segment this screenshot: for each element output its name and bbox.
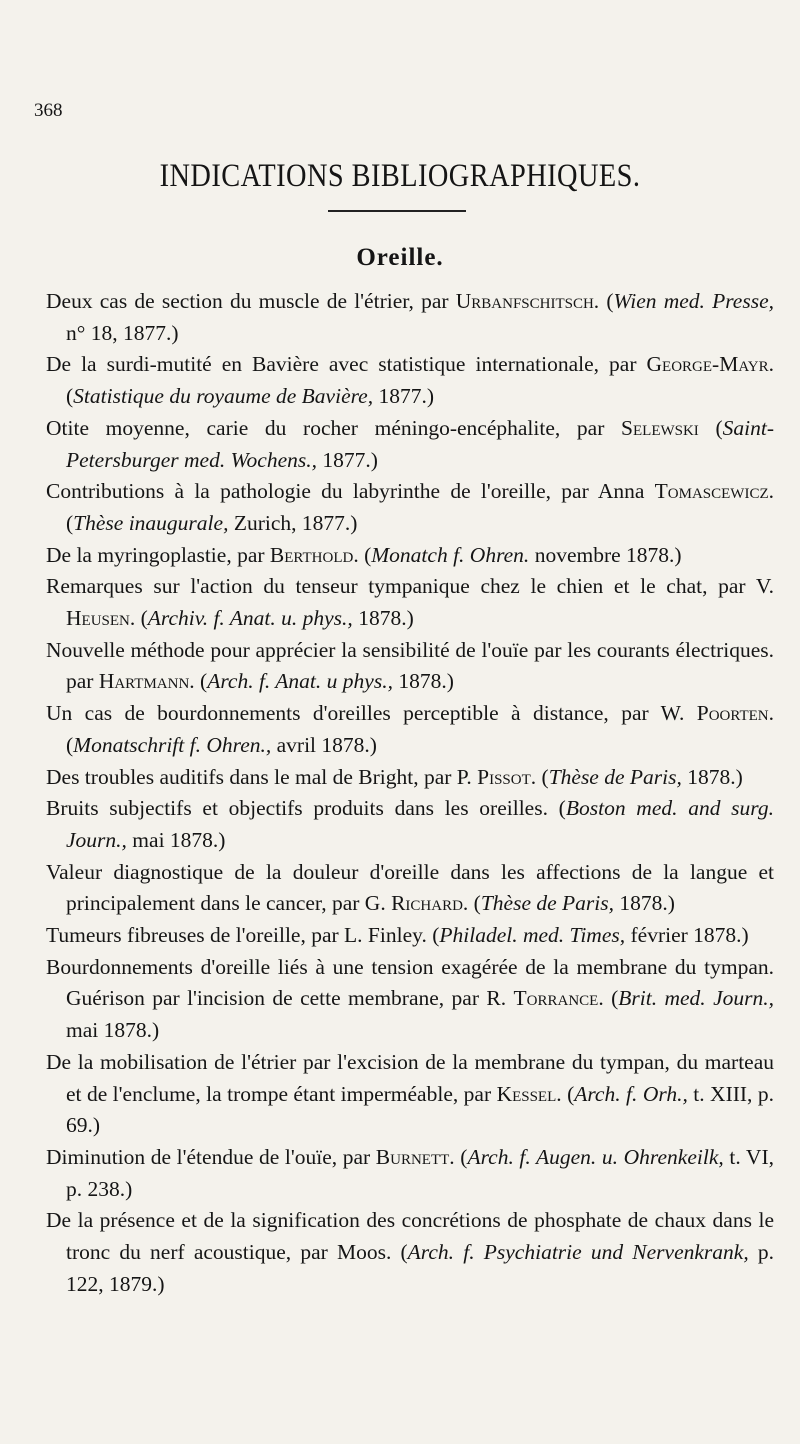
bibliography-entry (46, 349, 774, 412)
entry-source: Arch. f. Anat. u phys., (207, 669, 393, 694)
entry-text: Bruits subjectifs et objectifs produits dans les oreilles. ( (46, 796, 566, 821)
bibliography-entry (46, 1142, 774, 1205)
entry-details: 1878.) (614, 891, 675, 916)
entry-author: Selewski (621, 415, 699, 440)
entry-details: Zurich, 1877.) (228, 510, 358, 535)
entry-separator: ( (561, 1081, 575, 1106)
entry-text: Des troubles auditifs dans le mal de Bright, par P. (46, 764, 478, 789)
entry-author: Kessel. (496, 1081, 562, 1106)
entry-author: Berthold. (269, 542, 359, 567)
entry-source: Arch. f. Psychiatrie und Nervenkrank, (407, 1240, 749, 1265)
entry-separator: ( (698, 415, 723, 440)
entry-source: Wien med. Presse, (613, 289, 774, 313)
entry-author: Burnett. (375, 1144, 455, 1169)
entry-separator: ( (135, 606, 148, 631)
entry-text: Deux cas de section du muscle de l'étrier, par (46, 289, 456, 313)
entry-source: Thèse de Paris, (480, 891, 615, 916)
entry-details: mai 1878.) (66, 1018, 160, 1043)
bibliography-entry (46, 1047, 774, 1142)
entry-text: Tumeurs fibreuses de l'oreille, par L. Finley. ( (46, 923, 440, 948)
entry-separator: ( (66, 384, 74, 409)
entry-details: mai 1878.) (126, 827, 226, 852)
entry-details: p. 122, 1879.) (66, 1240, 775, 1296)
entry-text: De la mobilisation de l'étrier par l'excision de la membrane du tympan, du marteau et de l'enclume, la trompe étant imperméable, par (46, 1049, 774, 1106)
entry-separator: ( (358, 542, 372, 567)
entry-source: Boston med. and surg. Journ., (66, 796, 774, 852)
entry-separator: ( (603, 986, 619, 1011)
page-title: INDICATIONS BIBLIOGRAPHIQUES. (159, 158, 641, 194)
entry-author: George-Mayr. (646, 352, 774, 377)
bibliography-entry (46, 857, 774, 920)
entry-source: Thèse de Paris, (548, 764, 682, 789)
entry-author: Poorten. (696, 701, 774, 726)
entry-text: De la présence et de la signification des concrétions de phosphate de chaux dans le tronc du nerf acoustique, par Moos. ( (46, 1208, 774, 1265)
entry-author: Heusen. (66, 606, 136, 631)
entry-text: De la surdi-mutité en Bavière avec statistique internationale, par (46, 352, 647, 377)
entry-details: 1877.) (317, 447, 378, 472)
entry-details: novembre 1878.) (529, 542, 682, 567)
bibliography-entry (46, 793, 774, 856)
entry-separator: ( (468, 891, 481, 916)
bibliography-entry (46, 952, 774, 1047)
entry-author: Urbanfschitsch. (455, 289, 600, 313)
bibliography-entry (46, 286, 774, 349)
entry-source: Brit. med. Journ., (618, 986, 774, 1011)
entry-text: Bourdonnements d'oreille liés à une tension exagérée de la membrane du tympan. Guérison par l'incision de cette membrane, par R. (46, 954, 774, 1011)
entry-source: Monatschrift f. Ohren., (73, 732, 272, 757)
entry-details: 1877.) (373, 384, 435, 409)
entry-source: Monatch f. Ohren. (371, 542, 530, 567)
entry-source: Statistique du royaume de Bavière, (73, 384, 374, 409)
entry-source: Archiv. f. Anat. u. phys., (147, 606, 353, 631)
entry-details: n° 18, 1877.) (66, 320, 179, 345)
bibliography-entry (46, 571, 774, 634)
entry-text: Otite moyenne, carie du rocher méningo-encéphalite, par (46, 415, 622, 440)
entry-source: Arch. f. Orh., (574, 1081, 688, 1106)
entry-separator: ( (66, 732, 74, 757)
entry-details: t. VI, p. 238.) (66, 1144, 774, 1201)
entry-details: 1878.) (681, 764, 743, 789)
entry-separator: ( (454, 1144, 468, 1169)
entry-author: Richard. (391, 891, 469, 916)
section-heading: Oreille. (356, 244, 444, 271)
entry-source: Saint-Petersburger med. Wochens., (66, 415, 774, 472)
entry-author: Torrance. (513, 986, 604, 1011)
bibliography-entry (46, 635, 774, 698)
entry-text: Diminution de l'étendue de l'ouïe, par (46, 1144, 376, 1169)
entry-source: Arch. f. Augen. u. Ohrenkeilk, (467, 1144, 724, 1169)
bibliography-entry (46, 476, 774, 539)
entry-source: Thèse inaugurale, (73, 510, 229, 535)
entry-separator: ( (599, 289, 614, 313)
entry-author: Hartmann. (98, 669, 195, 694)
entry-text: Nouvelle méthode pour apprécier la sensibilité de l'ouïe par les courants électriques. par (46, 637, 774, 694)
entry-text: Un cas de bourdonnements d'oreilles perceptible à distance, par W. (46, 701, 697, 726)
entry-author: Tomascewicz. (654, 479, 774, 504)
bibliography-entry (46, 920, 774, 952)
bibliography-entry (46, 1205, 774, 1300)
bibliography-entry (46, 698, 774, 761)
entry-text: Valeur diagnostique de la douleur d'oreille dans les affections de la langue et principalement dans le cancer, par G. (46, 859, 774, 916)
title-divider (328, 210, 466, 212)
bibliography-entry (46, 540, 774, 572)
bibliography-entry (46, 762, 774, 794)
entry-separator: ( (66, 510, 74, 535)
entry-separator: ( (536, 764, 549, 789)
entry-text: De la myringoplastie, par (46, 542, 270, 567)
page-number: 368 (34, 100, 63, 121)
entry-text: Contributions à la pathologie du labyrinthe de l'oreille, par Anna (46, 479, 655, 504)
bibliography-list (46, 286, 774, 1301)
entry-details: 1878.) (352, 606, 414, 631)
entry-text: Remarques sur l'action du tenseur tympanique chez le chien et le chat, par V. (46, 574, 774, 599)
entry-source: Philadel. med. Times, (439, 923, 626, 948)
entry-author: Pissot. (477, 764, 537, 789)
entry-separator: ( (194, 669, 208, 694)
entry-details: février 1878.) (625, 923, 749, 948)
entry-details: avril 1878.) (271, 732, 377, 757)
bibliography-entry (46, 413, 774, 476)
entry-details: 1878.) (392, 669, 454, 694)
entry-details: t. XIII, p. 69.) (66, 1081, 774, 1138)
